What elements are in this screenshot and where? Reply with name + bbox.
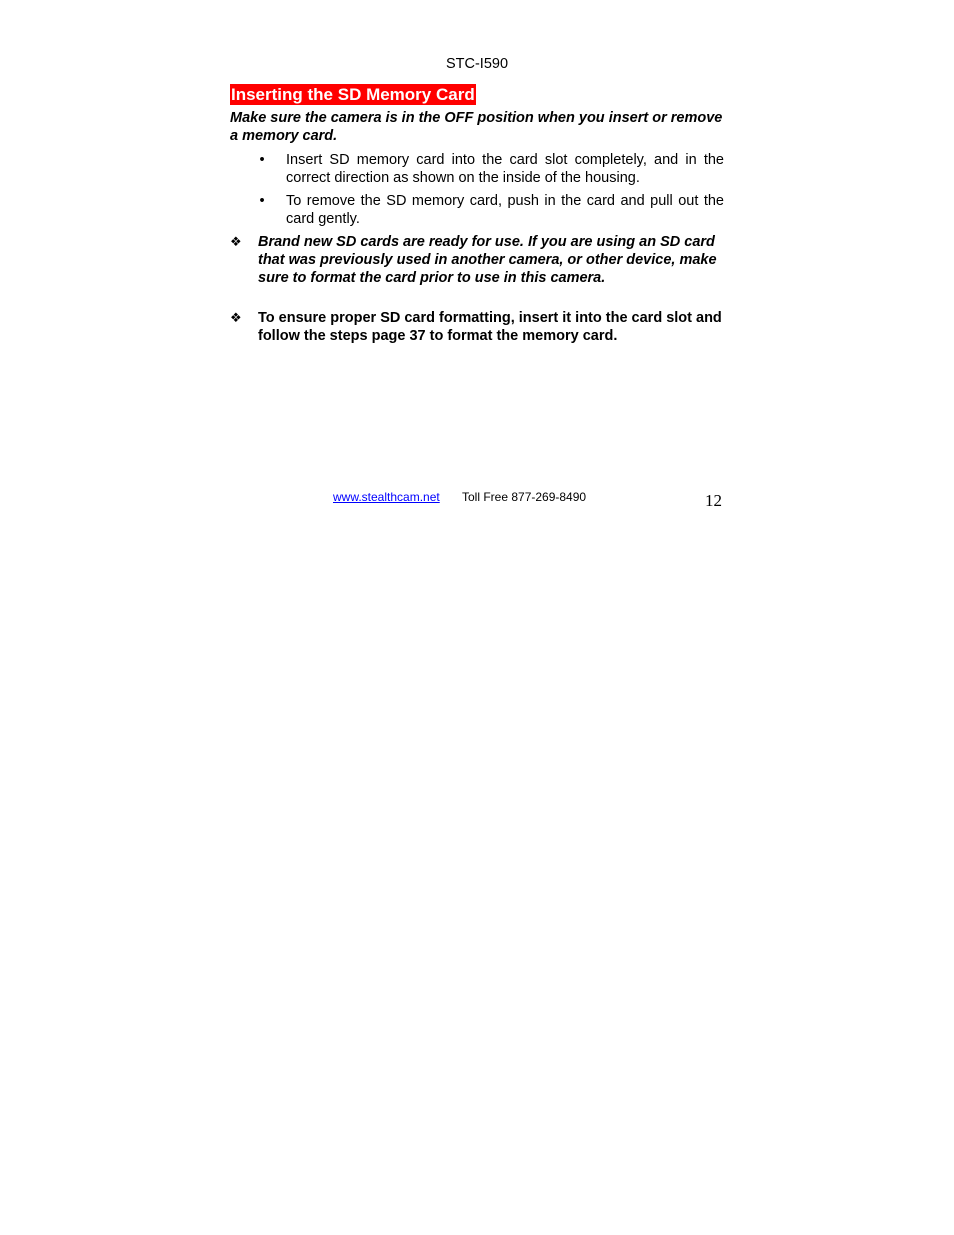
list-item — [256, 192, 724, 228]
diamond-bullet-icon: ❖ — [230, 310, 242, 325]
bullet-icon: • — [259, 152, 265, 168]
list-item-text: To remove the SD memory card, push in the card and pull out the card gently. — [286, 193, 724, 227]
note-text: To ensure proper SD card formatting, insert it into the card slot and follow the steps page 37 to format the memory card. — [258, 310, 722, 344]
note-text: Brand new SD cards are ready for use. If you are using an SD card that was previously used in another camera, or other device, make sure to format the card prior to use in this camera. — [258, 234, 717, 286]
bullet-icon: • — [259, 193, 265, 209]
instruction-list — [256, 151, 724, 233]
list-item — [256, 151, 724, 187]
note-new-cards — [230, 233, 724, 287]
diamond-bullet-icon: ❖ — [230, 234, 242, 249]
page-header-model: STC-I590 — [445, 56, 509, 72]
website-link[interactable]: www.stealthcam.net — [333, 490, 440, 504]
list-item-text: Insert SD memory card into the card slot completely, and in the correct direction as shown on the inside of the housing. — [286, 152, 724, 186]
page-number: 12 — [705, 491, 722, 510]
power-off-warning: Make sure the camera is in the OFF position when you insert or remove a memory card. — [230, 110, 723, 144]
note-formatting — [230, 309, 724, 345]
toll-free-phone: Toll Free 877-269-8490 — [462, 490, 587, 504]
section-title: Inserting the SD Memory Card — [231, 85, 475, 104]
